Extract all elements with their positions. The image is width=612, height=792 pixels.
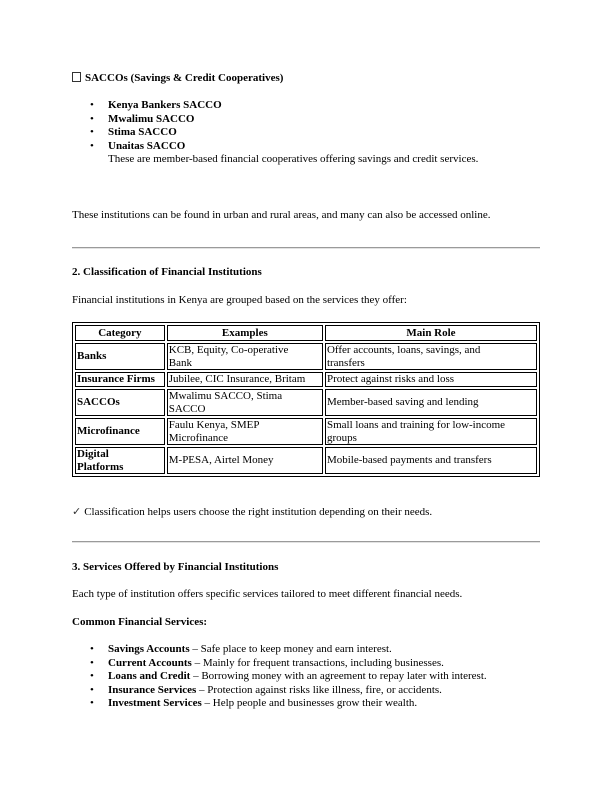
list-item-text: Kenya Bankers SACCO xyxy=(108,99,222,111)
list-item xyxy=(72,697,487,711)
list-item xyxy=(72,684,487,698)
bullet-icon: • xyxy=(90,112,94,125)
cell-line: Offer accounts, loans, savings, and xyxy=(326,344,481,356)
cell-line: Small loans and training for low-income xyxy=(326,419,506,431)
list-item-text: Mwalimu SACCO xyxy=(108,112,195,125)
role-cell xyxy=(325,343,537,370)
check-mark-icon: ✓ xyxy=(72,505,82,518)
bullet-icon: • xyxy=(90,683,94,696)
services-list xyxy=(72,643,487,711)
service-term: Current Accounts xyxy=(108,656,192,669)
bullet-icon: • xyxy=(90,99,94,111)
examples-cell xyxy=(167,389,323,416)
divider xyxy=(72,541,540,543)
list-item-continuation xyxy=(72,153,478,167)
category-cell xyxy=(75,447,165,474)
cell-line: groups xyxy=(326,431,357,444)
cell-line: Microfinance xyxy=(168,431,228,444)
service-term: Insurance Services xyxy=(108,683,197,696)
classification-heading: 2. Classification of Financial Institutions xyxy=(72,266,262,278)
list-item-text: Unaitas SACCO xyxy=(108,139,186,152)
table-row xyxy=(75,343,537,370)
cell-line: KCB, Equity, Co-operative xyxy=(168,344,289,356)
service-description: – Mainly for frequent transactions, including businesses. xyxy=(191,656,444,669)
service-description: – Safe place to keep money and earn interest. xyxy=(189,643,392,655)
category-cell: Banks xyxy=(75,343,165,370)
services-subheading: Common Financial Services: xyxy=(72,616,208,628)
column-header-category: Category xyxy=(75,325,165,341)
list-item xyxy=(72,657,487,671)
service-description: – Borrowing money with an agreement to repay later with interest. xyxy=(190,670,487,683)
bullet-icon: • xyxy=(90,670,94,683)
category-cell: Insurance Firms xyxy=(75,372,165,387)
cell-line: Mwalimu SACCO, Stima xyxy=(168,390,283,402)
checkbox-glyph-icon xyxy=(72,72,81,82)
service-description: – Protection against risks like illness, fire, or accidents. xyxy=(196,683,442,696)
saccos-heading xyxy=(72,72,283,84)
bullet-icon: • xyxy=(90,643,94,655)
saccos-list xyxy=(72,99,478,167)
list-item xyxy=(72,126,478,140)
list-item xyxy=(72,113,478,127)
table-header-row xyxy=(75,325,537,341)
cell-line: Bank xyxy=(168,356,192,369)
role-cell: Protect against risks and loss xyxy=(325,372,537,387)
cell-line: transfers xyxy=(326,356,365,369)
saccos-note: These are member-based financial cooperatives offering savings and credit services. xyxy=(108,153,479,166)
category-cell: Microfinance xyxy=(75,418,165,445)
examples-cell: Jubilee, CIC Insurance, Britam xyxy=(167,372,323,387)
access-note: These institutions can be found in urban and rural areas, and many can also be accessed online. xyxy=(72,209,491,221)
role-cell: Member-based saving and lending xyxy=(325,389,537,416)
service-description: – Help people and businesses grow their wealth. xyxy=(201,697,418,710)
service-term: Loans and Credit xyxy=(108,670,191,683)
examples-cell xyxy=(167,418,323,445)
list-item xyxy=(72,643,487,657)
cell-line: Faulu Kenya, SMEP xyxy=(168,419,260,431)
cell-line: SACCO xyxy=(168,402,206,415)
classification-check-note xyxy=(72,505,432,518)
check-note-text: Classification helps users choose the right institution depending on their needs. xyxy=(84,506,433,518)
list-item xyxy=(72,99,478,113)
saccos-heading-text: SACCOs (Savings & Credit Cooperatives) xyxy=(85,72,284,84)
list-item xyxy=(72,670,487,684)
role-cell: Mobile-based payments and transfers xyxy=(325,447,537,474)
role-cell xyxy=(325,418,537,445)
examples-cell xyxy=(167,343,323,370)
bullet-icon: • xyxy=(90,656,94,669)
examples-cell: M-PESA, Airtel Money xyxy=(167,447,323,474)
services-intro: Each type of institution offers specific services tailored to meet different financial needs. xyxy=(72,588,463,600)
list-item-text: Stima SACCO xyxy=(108,126,177,139)
service-term: Investment Services xyxy=(108,697,202,710)
column-header-examples: Examples xyxy=(167,325,323,341)
cell-line: Platforms xyxy=(77,460,124,473)
bullet-icon: • xyxy=(90,126,94,139)
category-cell: SACCOs xyxy=(75,389,165,416)
column-header-main-role: Main Role xyxy=(325,325,537,341)
cell-line: Digital xyxy=(77,448,109,460)
table-row xyxy=(75,372,537,387)
table-row xyxy=(75,418,537,445)
service-term: Savings Accounts xyxy=(108,643,190,655)
divider xyxy=(72,247,540,249)
classification-intro: Financial institutions in Kenya are grouped based on the services they offer: xyxy=(72,294,407,306)
bullet-icon: • xyxy=(90,139,94,152)
classification-table xyxy=(72,322,540,477)
services-heading: 3. Services Offered by Financial Institutions xyxy=(72,561,279,573)
table-row xyxy=(75,447,537,474)
list-item xyxy=(72,140,478,154)
bullet-icon: • xyxy=(90,697,94,710)
table-row xyxy=(75,389,537,416)
